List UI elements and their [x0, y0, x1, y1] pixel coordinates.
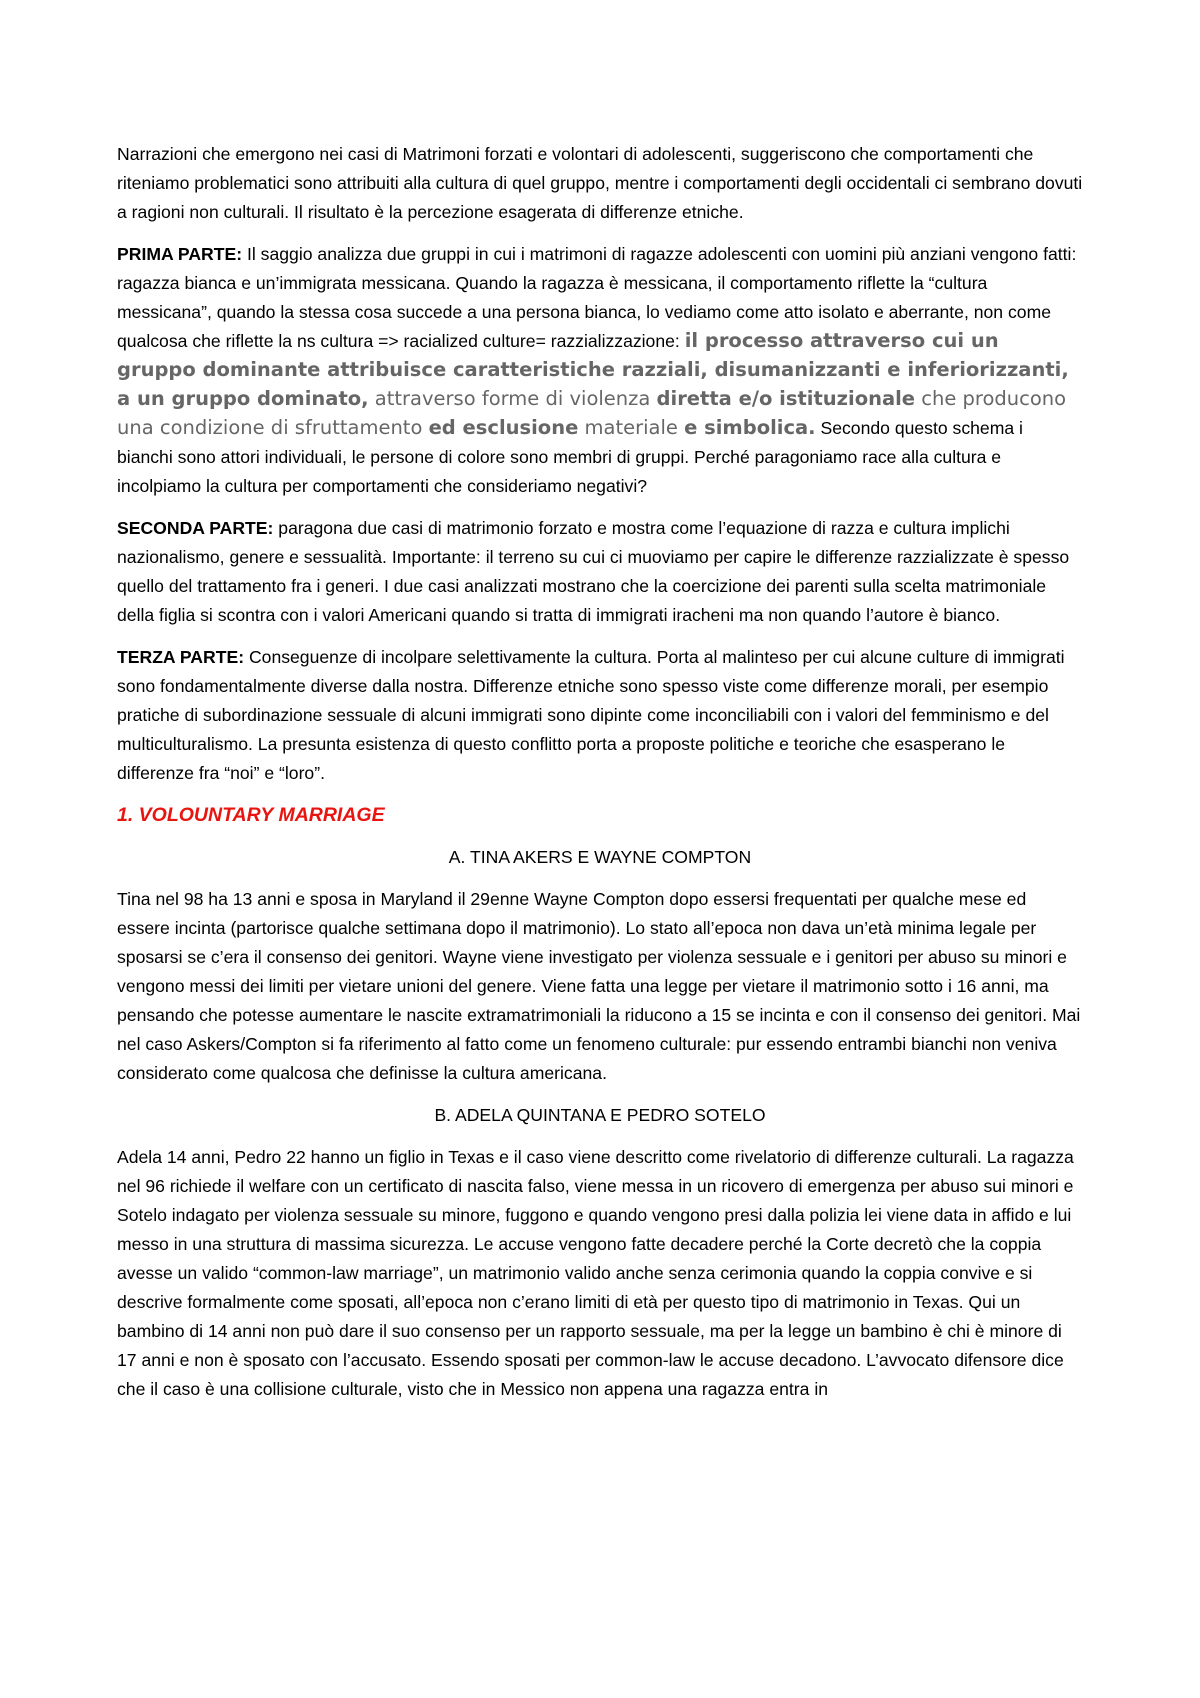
subheading-a: A. TINA AKERS E WAYNE COMPTON	[448, 847, 752, 867]
definition-bold-4: e simbolica.	[684, 416, 816, 439]
prima-parte-after: Secondo questo schema i bianchi sono attori individuali, le persone di colore sono membri di gruppi. Perché paragoniamo race alla cultura e incolpiamo la cultura per comportamenti che consideriamo negativi?	[117, 418, 1023, 496]
prima-parte-label: PRIMA PARTE:	[117, 244, 243, 264]
definition-bold-2: diretta e/o istituzionale	[656, 387, 916, 410]
intro-paragraph: Narrazioni che emergono nei casi di Matrimoni forzati e volontari di adolescenti, suggeriscono che comportamenti che riteniamo problematici sono attribuiti alla cultura di quel gruppo, mentre i comportamenti degli occidentali ci sembrano dovuti a ragioni non culturali. Il risultato è la percezione esagerata di differenze etniche.	[117, 144, 1083, 222]
seconda-parte-text: paragona due casi di matrimonio forzato e mostra come l’equazione di razza e cultura implichi nazionalismo, genere e sessualità. Importante: il terreno su cui ci muoviamo per capire le differenze razzializzate è spesso quello del trattamento fra i generi. I due casi analizzati mostrano che la coercizione dei parenti sulla scelta matrimoniale della figlia si scontra con i valori Americani quando si tratta di immigrati iracheni ma non quando l’autore è bianco.	[117, 518, 1070, 625]
definition-bold-3: ed esclusione	[428, 416, 579, 439]
seconda-parte-paragraph	[117, 514, 1083, 630]
terza-parte-text: Conseguenze di incolpare selettivamente la cultura. Porta al malinteso per cui alcune culture di immigrati sono fondamentalmente diverse dalla nostra. Differenze etniche sono spesso viste come differenze morali, per esempio pratiche di subordinazione sessuale di alcuni immigrati sono dipinte come inconciliabili con i valori del femminismo e del multiculturalismo. La presunta esistenza di questo conflitto porta a proposte politiche e teoriche che esasperano le differenze fra “noi” e “loro”.	[117, 647, 1065, 783]
definition-plain-2: che producono una condizione di sfruttamento	[117, 387, 1067, 439]
prima-parte-paragraph	[117, 240, 1083, 501]
definition-bold-1: il processo attraverso cui un gruppo dominante attribuisce caratteristiche razziali, disumanizzanti e inferiorizzanti, a un gruppo dominato,	[117, 329, 1069, 410]
terza-parte-label: TERZA PARTE:	[117, 647, 245, 667]
definition-plain-3: materiale	[578, 416, 685, 439]
section-heading: 1. VOLOUNTARY MARRIAGE	[117, 804, 385, 826]
document-body	[117, 140, 1083, 1417]
seconda-parte-label: SECONDA PARTE:	[117, 518, 274, 538]
terza-parte-paragraph	[117, 643, 1083, 788]
case-a-paragraph: Tina nel 98 ha 13 anni e sposa in Maryland il 29enne Wayne Compton dopo essersi frequentati per qualche mese ed essere incinta (partorisce qualche settimana dopo il matrimonio). Lo stato all’epoca non dava un’età minima legale per sposarsi se c’era il consenso dei genitori. Wayne viene investigato per violenza sessuale e i genitori per abuso su minori e vengono messi dei limiti per vietare unioni del genere. Viene fatta una legge per vietare il matrimonio sotto i 16 anni, ma pensando che potesse aumentare le nascite extramatrimoniali la riducono a 15 se incinta e con il consenso dei genitori. Mai nel caso Askers/Compton si fa riferimento al fatto come un fenomeno culturale: pur essendo entrambi bianchi non veniva considerato come qualcosa che definisse la cultura americana.	[117, 889, 1081, 1083]
prima-parte-text: Il saggio analizza due gruppi in cui i matrimoni di ragazze adolescenti con uomini più anziani vengono fatti: ragazza bianca e un’immigrata messicana. Quando la ragazza è messicana, il comportamento riflette la “cultura messicana”, quando la stessa cosa succede a una persona bianca, lo vediamo come atto isolato e aberrante, non come qualcosa che riflette la ns cultura => racialized culture= razzializzazione:	[117, 244, 1077, 351]
definition-plain-1: attraverso forme di violenza	[368, 387, 657, 410]
subheading-b: B. ADELA QUINTANA E PEDRO SOTELO	[434, 1105, 766, 1125]
case-b-paragraph: Adela 14 anni, Pedro 22 hanno un figlio in Texas e il caso viene descritto come rivelatorio di differenze culturali. La ragazza nel 96 richiede il welfare con un certificato di nascita falso, viene messa in un ricovero di emergenza per abuso sui minori e Sotelo indagato per violenza sessuale su minore, fuggono e quando vengono presi dalla polizia lei viene data in affido e lui messo in una struttura di massima sicurezza. Le accuse vengono fatte decadere perché la Corte decretò che la coppia avesse un valido “common-law marriage”, un matrimonio valido anche senza cerimonia quando la coppia convive e si descrive formalmente come sposati, all’epoca non c’erano limiti di età per questo tipo di matrimonio in Texas. Qui un bambino di 14 anni non può dare il suo consenso per un rapporto sessuale, ma per la legge un bambino è chi è minore di 17 anni e non è sposato con l’accusato. Essendo sposati per common-law le accuse decadono. L’avvocato difensore dice che il caso è una collisione culturale, visto che in Messico non appena una ragazza entra in	[117, 1147, 1074, 1399]
